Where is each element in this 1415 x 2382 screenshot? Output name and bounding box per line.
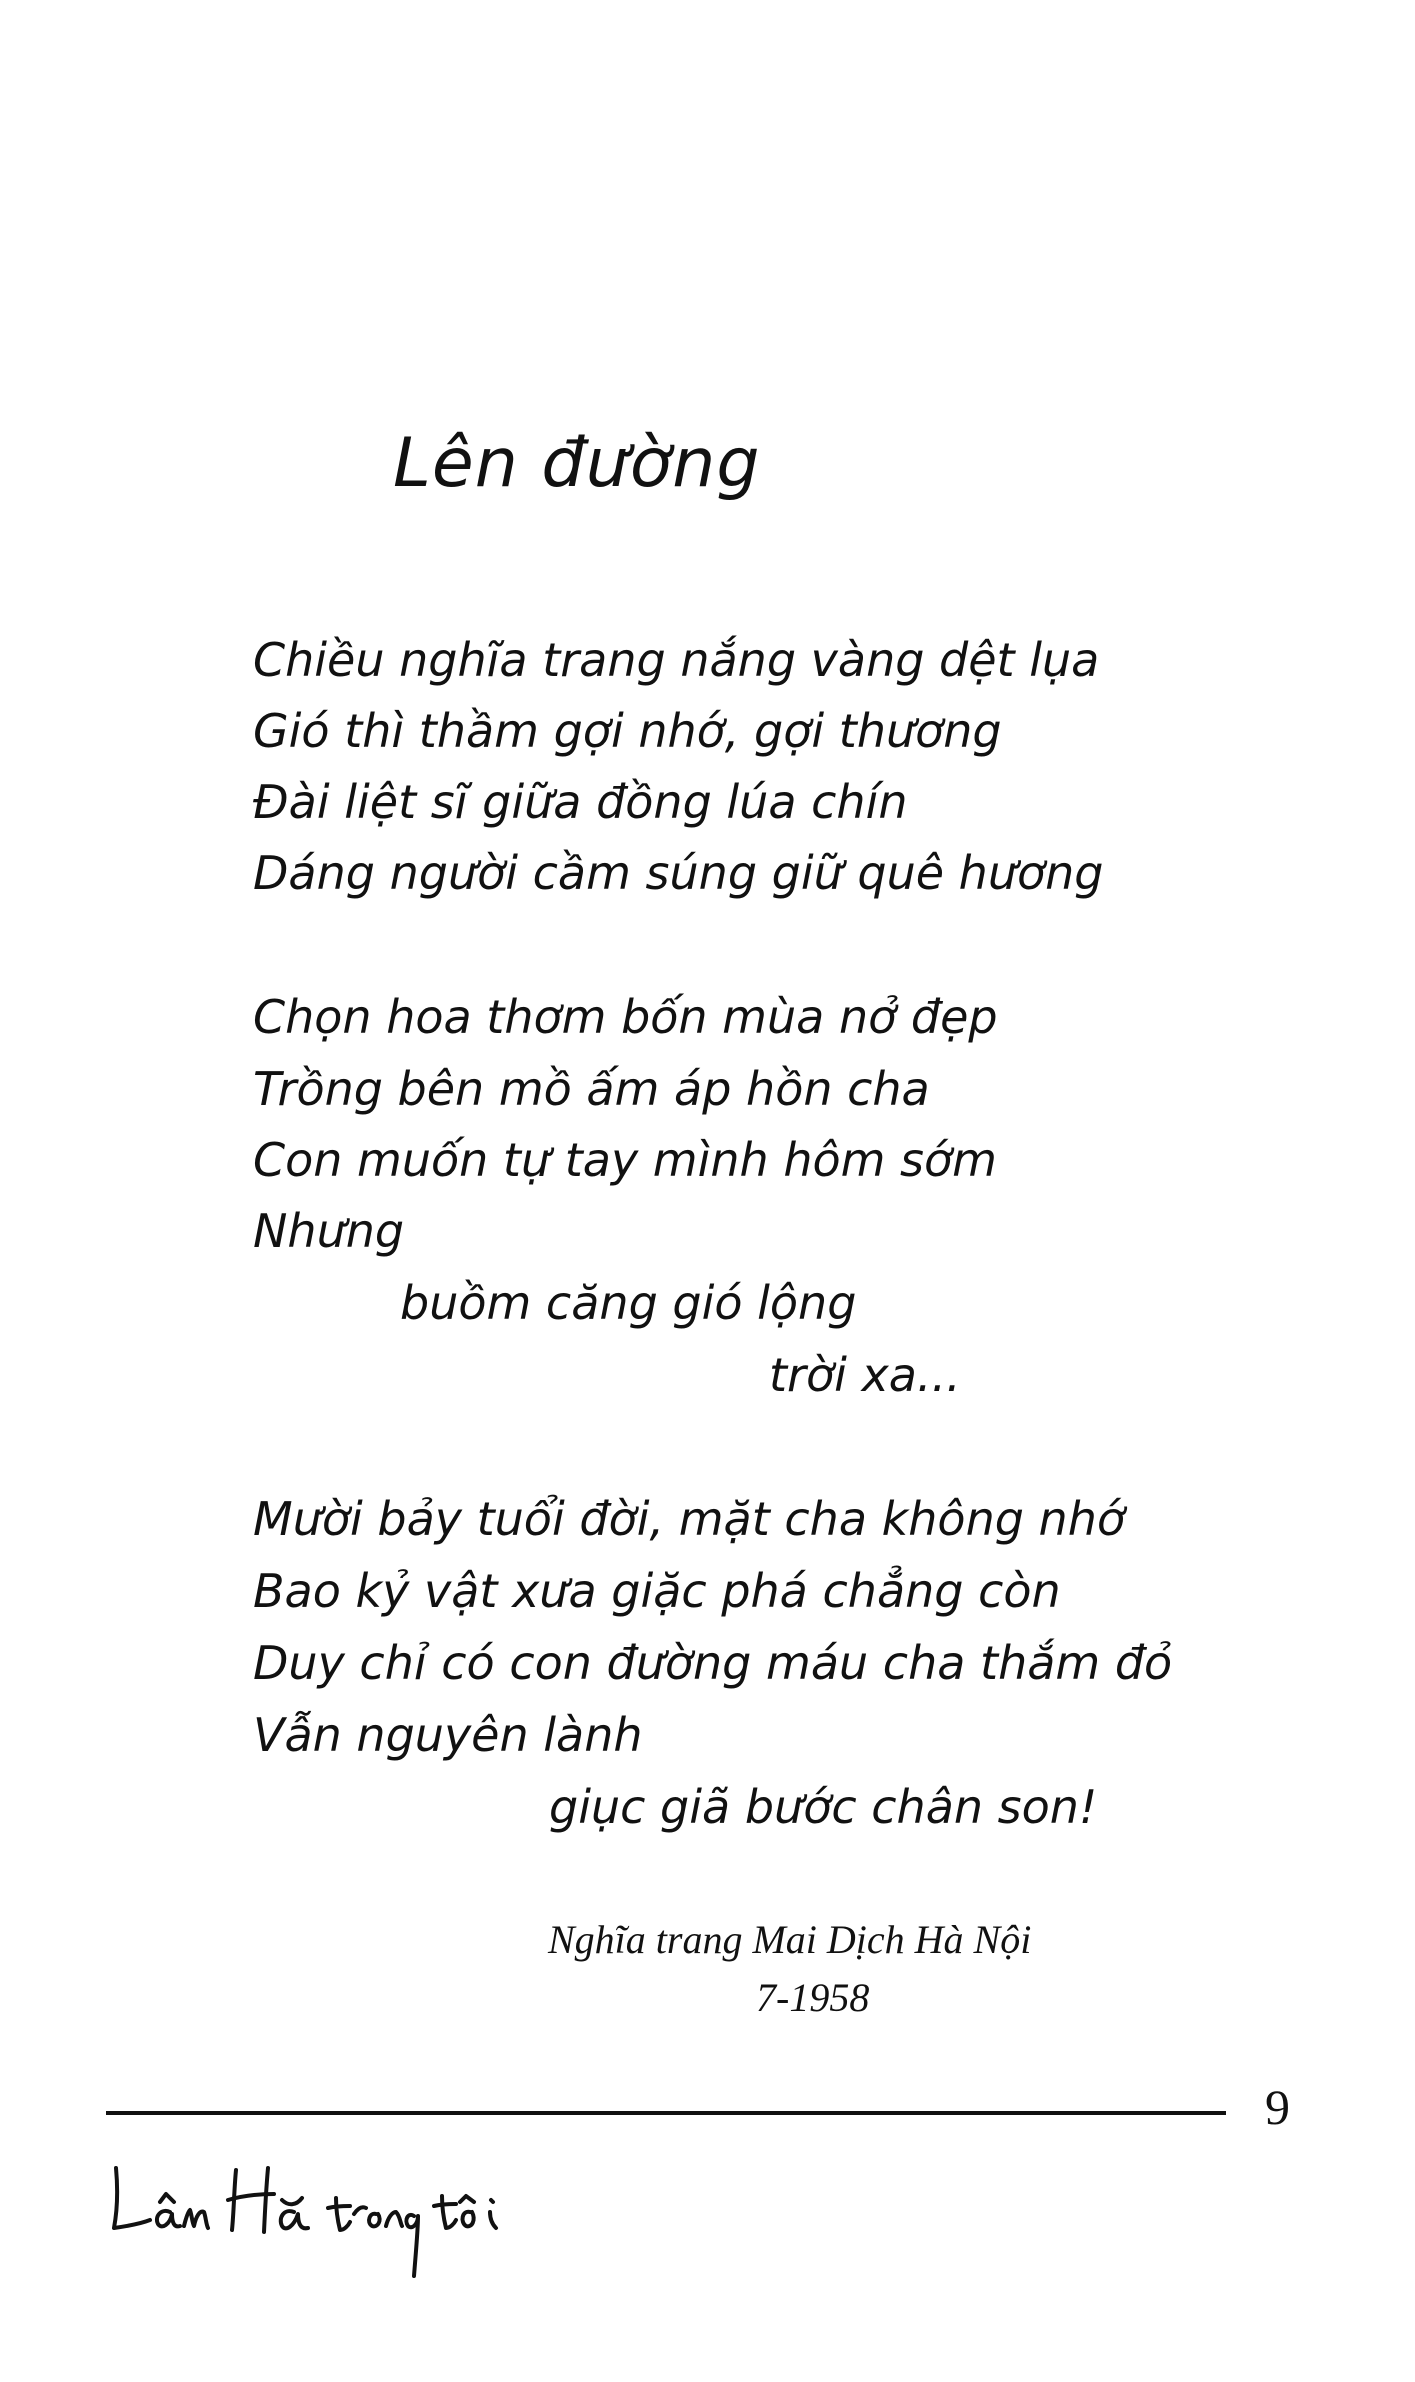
verse-line: Chiều nghĩa trang nắng vàng dệt lụa <box>253 633 1100 687</box>
verse-line: Chọn hoa thơm bốn mùa nở đẹp <box>253 990 998 1044</box>
verse-line: Mười bảy tuổi đời, mặt cha không nhớ <box>253 1492 1126 1546</box>
verse-line: Trồng bên mồ ấm áp hồn cha <box>253 1062 930 1116</box>
verse-line: Nhưng <box>253 1204 405 1258</box>
page-number: 9 <box>1265 2079 1290 2135</box>
poem-title: Lên đường <box>393 424 761 503</box>
book-title-handwritten <box>108 2150 538 2280</box>
verse-line: Đài liệt sĩ giữa đồng lúa chín <box>253 775 908 829</box>
footer-rule <box>106 2111 1226 2115</box>
verse-line: Con muốn tự tay mình hôm sớm <box>253 1133 997 1187</box>
verse-line: trời xa... <box>769 1348 961 1402</box>
verse-line: Duy chỉ có con đường máu cha thắm đỏ <box>253 1636 1173 1690</box>
place-note: Nghĩa trang Mai Dịch Hà Nội <box>548 1917 1032 1962</box>
verse-line: giục giã bước chân son! <box>549 1780 1098 1834</box>
verse-line: Bao kỷ vật xưa giặc phá chẳng còn <box>253 1564 1061 1618</box>
verse-line: Gió thì thầm gợi nhớ, gợi thương <box>253 704 1002 758</box>
verse-line: Vẫn nguyên lành <box>253 1708 643 1762</box>
date-note: 7-1958 <box>756 1975 870 2020</box>
verse-line: Dáng người cầm súng giữ quê hương <box>253 846 1104 900</box>
verse-line: buồm căng gió lộng <box>400 1276 857 1330</box>
